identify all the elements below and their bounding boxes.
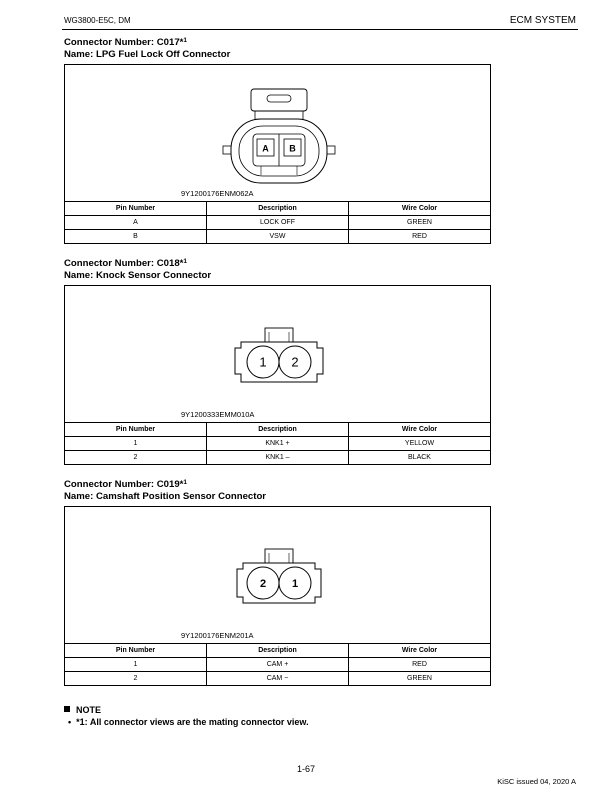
description-header: Description <box>207 423 349 437</box>
bullet-icon: • <box>68 717 72 727</box>
pin-label-2: 2 <box>291 354 299 370</box>
pin-label-1: 1 <box>291 578 299 590</box>
wire-color-cell: RED <box>349 230 491 244</box>
wire-color-header: Wire Color <box>349 644 491 658</box>
pin-cell: A <box>65 216 207 230</box>
pin-label-a: A <box>262 143 269 154</box>
connector-section-c017 <box>64 37 491 244</box>
pin-number-header: Pin Number <box>65 423 207 437</box>
table-row <box>65 230 491 244</box>
wire-color-cell: YELLOW <box>349 437 491 451</box>
connector-number-c019: Connector Number: C019*$^1$ <box>64 479 188 490</box>
section-header: ECM SYSTEM <box>509 15 576 26</box>
connector-name-c019: Name: Camshaft Position Sensor Connector <box>64 491 267 502</box>
model-header: WG3800-E5C, DM <box>64 16 131 25</box>
page-number: 1-67 <box>296 764 315 774</box>
table-header-row <box>65 202 491 216</box>
table-header-row <box>65 423 491 437</box>
camshaft-connector-diagram <box>231 547 327 609</box>
table-row <box>65 451 491 465</box>
figure-code-c017: 9Y1200176ENM062A <box>181 189 254 198</box>
connector-figure-c017 <box>64 64 491 201</box>
connector-number-c018: Connector Number: C018*$^1$ <box>64 258 188 269</box>
pin-label-b: B <box>289 143 296 154</box>
note-square-icon <box>64 706 70 712</box>
pin-cell: 2 <box>65 672 207 686</box>
pin-label-2: 2 <box>259 578 267 590</box>
pin-cell: 2 <box>65 451 207 465</box>
connector-section-c019 <box>64 479 491 686</box>
table-header-row <box>65 644 491 658</box>
connector-section-c018 <box>64 258 491 465</box>
description-cell: CAM + <box>207 658 349 672</box>
pin-cell: 1 <box>65 658 207 672</box>
pin-cell: 1 <box>65 437 207 451</box>
wire-color-header: Wire Color <box>349 423 491 437</box>
wire-color-cell: BLACK <box>349 451 491 465</box>
table-row <box>65 658 491 672</box>
description-cell: KNK1 + <box>207 437 349 451</box>
description-header: Description <box>207 202 349 216</box>
pin-number-header: Pin Number <box>65 644 207 658</box>
description-cell: LOCK OFF <box>207 216 349 230</box>
figure-code-c019: 9Y1200176ENM201A <box>181 631 254 640</box>
issued-label: KiSC issued 04, 2020 A <box>497 777 576 786</box>
wire-color-header: Wire Color <box>349 202 491 216</box>
figure-code-c018: 9Y1200333EMM010A <box>181 410 255 419</box>
description-cell: CAM − <box>207 672 349 686</box>
description-cell: VSW <box>207 230 349 244</box>
pin-table-c017 <box>64 201 491 244</box>
table-row <box>65 437 491 451</box>
connector-figure-c018 <box>64 285 491 422</box>
pin-cell: B <box>65 230 207 244</box>
connector-figure-c019 <box>64 506 491 643</box>
pin-table-c019 <box>64 643 491 686</box>
table-row <box>65 672 491 686</box>
description-header: Description <box>207 644 349 658</box>
wire-color-cell: RED <box>349 658 491 672</box>
header-rule <box>62 29 578 30</box>
note-text: *1: All connector views are the mating connector view. <box>76 717 309 727</box>
connector-name-c017: Name: LPG Fuel Lock Off Connector <box>64 49 231 60</box>
pin-label-1: 1 <box>259 354 267 370</box>
connector-name-c018: Name: Knock Sensor Connector <box>64 270 212 281</box>
knock-connector-diagram <box>231 326 327 388</box>
lpg-connector-diagram <box>219 87 339 191</box>
pin-number-header: Pin Number <box>65 202 207 216</box>
pin-table-c018 <box>64 422 491 465</box>
table-row <box>65 216 491 230</box>
description-cell: KNK1 – <box>207 451 349 465</box>
wire-color-cell: GREEN <box>349 216 491 230</box>
connector-number-c017: Connector Number: C017*$^1$ <box>64 37 188 48</box>
wire-color-cell: GREEN <box>349 672 491 686</box>
note-item <box>68 717 309 727</box>
note-heading: NOTE <box>64 705 101 715</box>
